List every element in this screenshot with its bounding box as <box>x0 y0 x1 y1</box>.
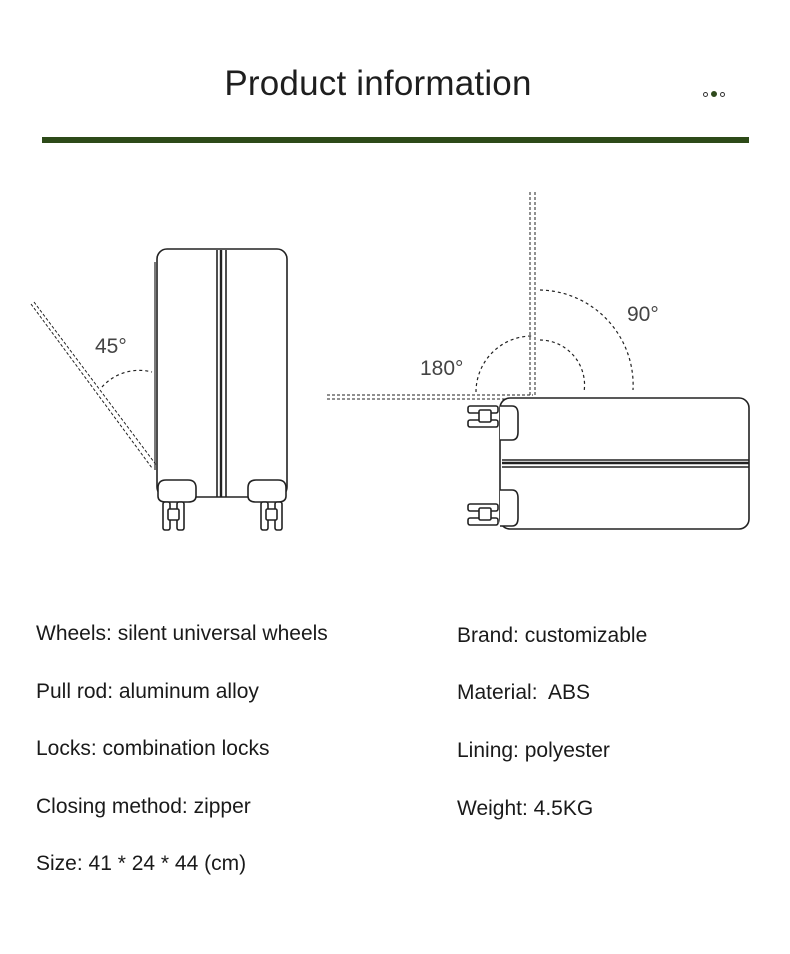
angle-label-180: 180° <box>420 357 464 380</box>
spec-weight: Weight: 4.5KG <box>457 797 594 820</box>
spec-size: Size: 41 * 24 * 44 (cm) <box>36 852 247 875</box>
spec-brand: Brand: customizable <box>457 624 648 647</box>
spec-lining: Lining: polyester <box>457 739 610 762</box>
suitcase-side-view-icon <box>327 192 749 529</box>
spec-closing-method: Closing method: zipper <box>36 795 251 818</box>
angle-label-45: 45° <box>95 335 127 358</box>
angle-label-90: 90° <box>627 303 659 326</box>
spec-wheels: Wheels: silent universal wheels <box>36 622 328 645</box>
spec-pull-rod: Pull rod: aluminum alloy <box>36 680 259 703</box>
spec-locks: Locks: combination locks <box>36 737 270 760</box>
page-title: Product information <box>224 64 532 103</box>
spec-material: Material: ABS <box>457 681 591 704</box>
suitcase-front-view-icon <box>31 249 287 530</box>
